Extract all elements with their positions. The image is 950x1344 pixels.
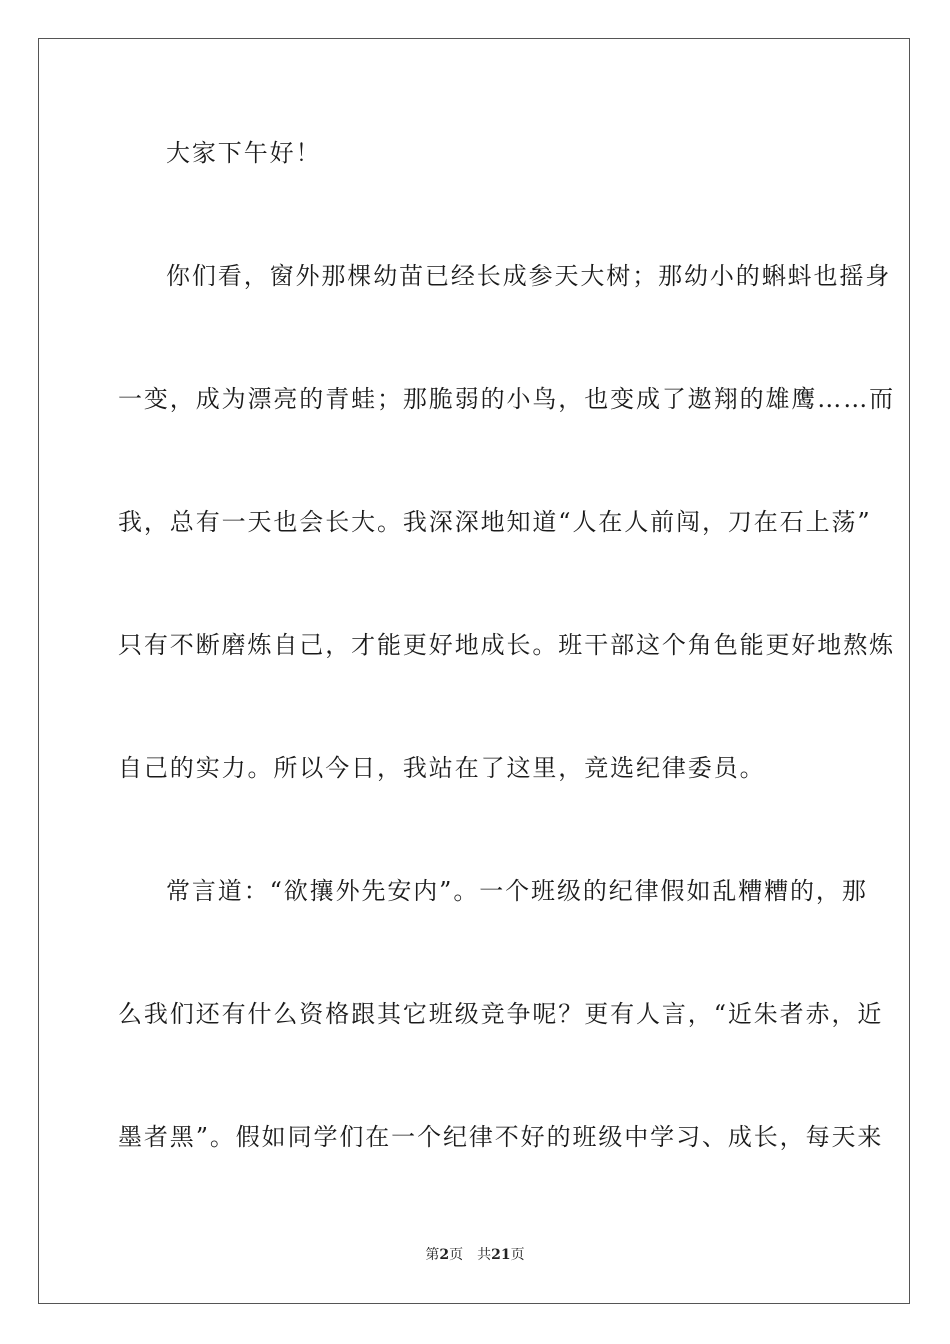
total-unit: 页	[510, 1247, 525, 1263]
paragraph-1-line-1: 你们看，窗外那棵幼苗已经长成参天大树；那幼小的蝌蚪也摇身	[166, 262, 892, 290]
paragraph-2-line-2: 么我们还有什么资格跟其它班级竞争呢？更有人言，“近朱者赤，近	[118, 1000, 884, 1028]
paragraph-2-line-1: 常言道：“欲攘外先安内”。一个班级的纪律假如乱糟糟的，那	[166, 877, 868, 905]
page-unit: 页	[449, 1247, 464, 1263]
greeting-line: 大家下午好！	[166, 139, 322, 167]
page-current: 2	[439, 1247, 450, 1263]
paragraph-1-line-3: 我，总有一天也会长大。我深深地知道“人在人前闯，刀在石上荡”	[118, 508, 872, 536]
page-prefix: 第	[425, 1247, 440, 1263]
page-frame	[38, 38, 910, 1304]
paragraph-1-line-4: 只有不断磨炼自己，才能更好地成长。班干部这个角色能更好地熬炼	[118, 631, 895, 659]
page-total: 21	[491, 1247, 511, 1263]
page-footer	[0, 1246, 950, 1264]
paragraph-2-line-3: 墨者黑”。假如同学们在一个纪律不好的班级中学习、成长，每天来	[118, 1123, 884, 1151]
paragraph-1-line-5: 自己的实力。所以今日，我站在了这里，竞选纪律委员。	[118, 754, 766, 782]
total-prefix: 共	[477, 1247, 492, 1263]
paragraph-1-line-2: 一变，成为漂亮的青蛙；那脆弱的小鸟，也变成了遨翔的雄鹰……而	[118, 385, 895, 413]
